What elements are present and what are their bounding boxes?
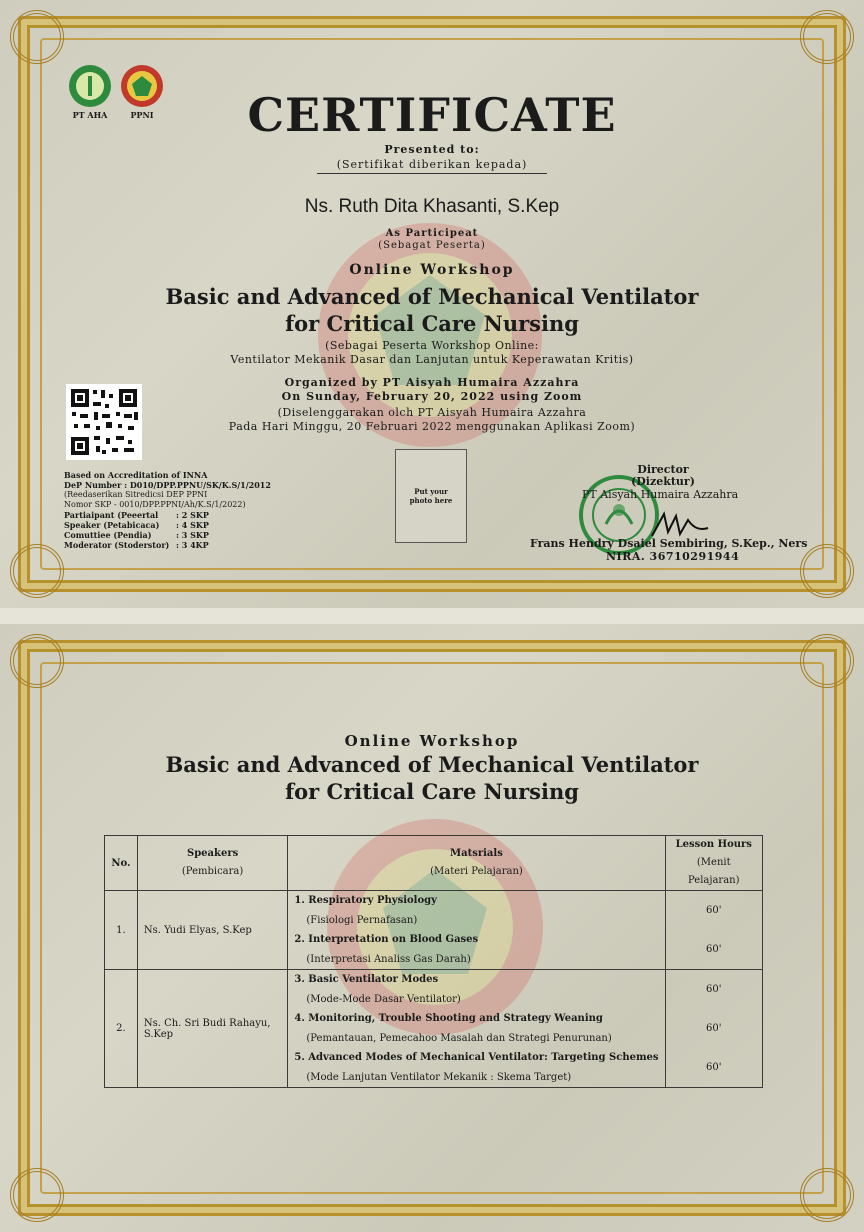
ornament-corner [800, 10, 854, 64]
skp-value: : 2 SKP [176, 510, 209, 520]
director-block [600, 464, 726, 488]
lesson-hours: 60' [706, 984, 722, 995]
material-translation: (Pemantauan, Pemecahoo Masalah dan Strategi Penurunan) [306, 1032, 612, 1044]
ornament-corner [800, 634, 854, 688]
material-translation: (Mode-Mode Dasar Ventilator) [306, 993, 461, 1005]
role-translation: (Sebagat Peserta) [378, 240, 486, 251]
material-translation: (Mode Lanjutan Ventilator Mekanik : Skema Target) [306, 1071, 572, 1083]
skp-value: : 3 SKP [176, 530, 209, 540]
row-speaker: Ns. Ch. Sri Budi Rahayu, S.Kep [137, 970, 288, 1088]
ornament-corner [800, 1168, 854, 1222]
skp-row [64, 540, 271, 550]
header-hours [665, 836, 762, 891]
event-title-line1: Basic and Advanced of Mechanical Ventilator [165, 284, 699, 309]
lesson-hours: 60' [706, 944, 722, 955]
material-translation: (Interpretasi Analiss Gas Darah) [306, 953, 471, 965]
certificate-front [0, 0, 864, 608]
accreditation-line: (Reedaserikan Sitredicsi DEP PPNI [64, 490, 208, 499]
certificate-title: CERTIFICATE [247, 88, 617, 142]
lesson-hours: 60' [706, 1062, 722, 1073]
accreditation-block [64, 470, 271, 550]
organizer-line2: On Sunday, February 20, 2022 using Zoom [281, 390, 583, 403]
presented-to-translation: (Sertifikat diberikan kepada) [336, 158, 528, 171]
ornament-corner [10, 1168, 64, 1222]
role-label: As Participeat [385, 228, 479, 239]
row-materials [288, 970, 665, 1088]
material-translation: (Fisiologi Pernafasan) [306, 914, 418, 926]
organizer-translation-line2: Pada Hari Minggu, 20 Februari 2022 menggunakan Aplikasi Zoom) [228, 420, 636, 433]
accreditation-line: DeP Number : D010/DPP.PPNU/SK/K.S/1/2012 [64, 480, 271, 490]
header-hours-translation: (Menit Pelajaran) [688, 857, 740, 886]
event-type: Online Workshop [349, 262, 515, 278]
presented-to: Presented to: [384, 143, 480, 156]
row-no: 2. [105, 970, 138, 1088]
row-hours [665, 891, 762, 970]
material-title: 4. Monitoring, Trouble Shooting and Strategy Weaning [294, 1013, 603, 1024]
event-translation-line2: Ventilator Mekanik Dasar dan Lanjutan untuk Keperawatan Kritis) [230, 353, 634, 366]
divider [317, 172, 547, 174]
event-type: Online Workshop [344, 732, 520, 750]
accreditation-line: Nomor SKP - 0010/DPP.PPNI/Ah/K.S/1/2022) [64, 500, 246, 509]
signatory-name: Frans Hendry Dsaiel Sembiring, S.Kep., Ners [530, 537, 808, 550]
row-materials [288, 891, 665, 970]
director-title: Director [637, 463, 689, 476]
signatory-nira: NIRA. 36710291944 [606, 550, 740, 563]
ornament-corner [10, 544, 64, 598]
skp-label: Partiaipant (Peeertal [64, 510, 159, 520]
row-hours [665, 970, 762, 1088]
skp-value: : 3 4KP [176, 540, 209, 550]
material-title: 3. Basic Ventilator Modes [294, 974, 439, 985]
pt-aha-label: PT AHA [72, 110, 108, 120]
header-materials-translation: (Materi Pelajaran) [430, 866, 523, 877]
ornament-corner [800, 544, 854, 598]
skp-value: : 4 SKP [176, 520, 209, 530]
lesson-hours: 60' [706, 905, 722, 916]
table-row [105, 970, 763, 1088]
header-materials-label: Matsrials [450, 848, 503, 859]
event-title-line2: for Critical Care Nursing [285, 311, 579, 336]
director-title-translation: (Dizektur) [631, 475, 695, 488]
header-no: No. [105, 836, 138, 891]
event-translation-line1: (Sebagai Peserta Workshop Online: [325, 339, 539, 352]
accreditation-line: Based on Accreditation of INNA [64, 470, 208, 480]
row-speaker: Ns. Yudi Elyas, S.Kep [137, 891, 288, 970]
skp-row [64, 530, 271, 540]
header-hours-label: Lesson Hours [675, 839, 752, 850]
material-title: 1. Respiratory Physiology [294, 895, 437, 906]
skp-label: Comuttiee (Pendia) [64, 530, 152, 540]
header-speakers-translation: (Pembicara) [181, 866, 244, 877]
event-title-line2: for Critical Care Nursing [285, 779, 579, 804]
material-title: 5. Advanced Modes of Mechanical Ventilator: Targeting Schemes [294, 1052, 659, 1063]
skp-label: Speaker (Petabicaca) [64, 520, 160, 530]
material-title: 2. Interpretation on Blood Gases [294, 934, 479, 945]
director-organization: PT Aisyah Humaira Azzahra [582, 488, 739, 501]
recipient-name: Ns. Ruth Dita Khasanti, S.Kep [304, 196, 560, 217]
header-speakers-label: Speakers [186, 848, 239, 859]
certificate-back [0, 624, 864, 1232]
materials-table [104, 835, 763, 1088]
header-materials [288, 836, 665, 891]
organizer-line1: Organized by PT Aisyah Humaira Azzahra [284, 376, 580, 389]
qr-code [66, 384, 142, 460]
organizer-translation-line1: (Diselenggarakan olch PT Aisyah Humaira Azzahra [277, 406, 587, 419]
table-header-row [105, 836, 763, 891]
ppni-label: PPNI [130, 110, 154, 120]
table-row [105, 891, 763, 970]
event-title-line1: Basic and Advanced of Mechanical Ventilator [165, 752, 699, 777]
ornament-corner [10, 634, 64, 688]
underline-wrap [0, 154, 864, 174]
skp-row [64, 520, 271, 530]
ornament-corner [10, 10, 64, 64]
lesson-hours: 60' [706, 1023, 722, 1034]
header-speakers [137, 836, 288, 891]
photo-placeholder[interactable]: Put your photo here [395, 449, 467, 543]
row-no: 1. [105, 891, 138, 970]
skp-row [64, 510, 271, 520]
skp-label: Moderator (Stoderstor) [64, 540, 170, 550]
